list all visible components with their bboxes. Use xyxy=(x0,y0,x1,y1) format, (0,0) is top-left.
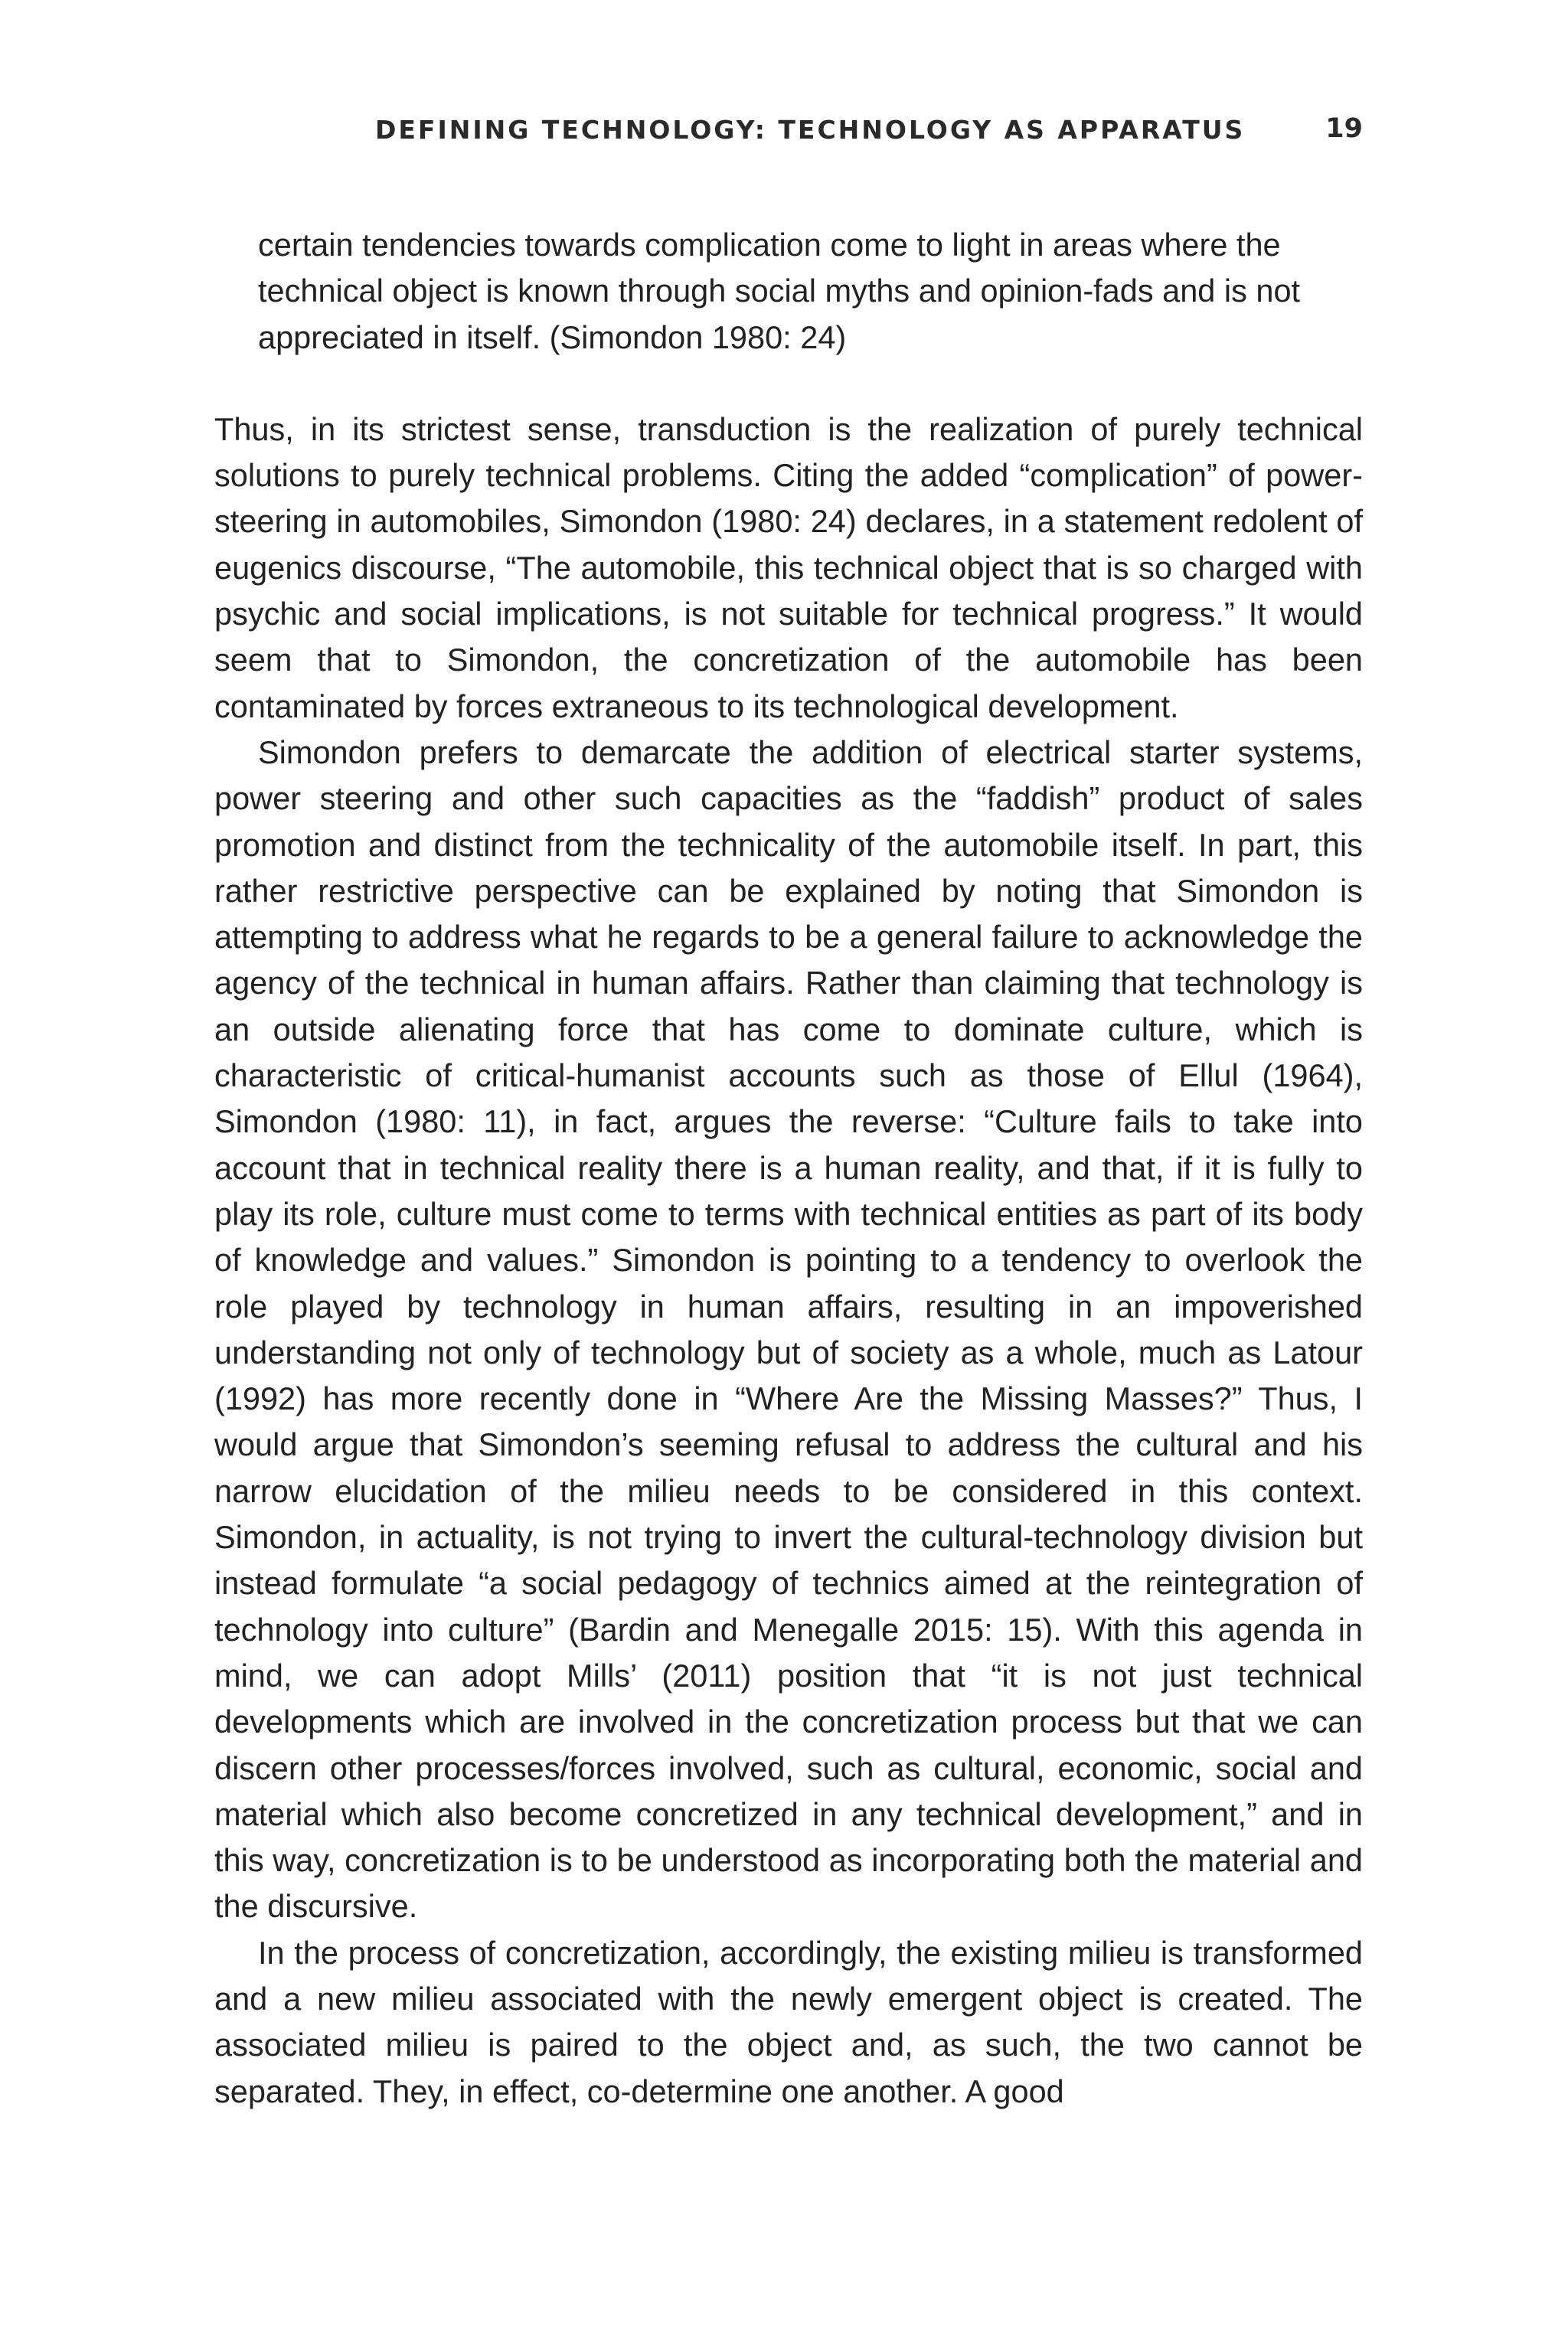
paragraph-1: Thus, in its strictest sense, transduction is the realization of purely technical solutions to purely technical problems. Citing the added “complication” of power-steering in automobiles, Simondon (1980: 24) declares, in a statement redolent of eugenics discourse, “The automobile, this technical object that is so charged with psychic and social implications, is not suitable for technical progress.” It would seem that to Simondon, the concretization of the automobile has been contaminated by forces extraneous to its technological development. xyxy=(214,410,1363,724)
paragraph-2: Simondon prefers to demarcate the addition of electrical starter systems, power steering and other such capacities as the “faddish” product of sales promotion and distinct from the technicality of the automobile itself. In part, this rather restrictive perspective can be explained by noting that Simondon is attempting to address what he regards to be a general failure to acknowledge the agency of the technical in human affairs. Rather than claiming that technology is an outside alienating force that has come to dominate culture, which is characteristic of critical-humanist accounts such as those of Ellul (1964), Simondon (1980: 11), in fact, argues the reverse: “Culture fails to take into account that in technical reality there is a human reality, and that, if it is fully to play its role, culture must come to terms with technical entities as part of its body of knowledge and values.” Simondon is pointing to a tendency to overlook the role played by technology in human affairs, resulting in an impoverished understanding not only of technology but of society as a whole, much as Latour (1992) has more recently done in “Where Are the Missing Masses?” Thus, I would argue that Simondon’s seeming refusal to address the cultural and his narrow elucidation of the milieu needs to be considered in this context. Simondon, in actuality, is not trying to invert the cultural-technology division but instead formulate “a social pedagogy of technics aimed at the reintegration of technology into culture” (Bardin and Menegalle 2015: 15). With this agenda in mind, we can adopt Mills’ (2011) position that “it is not just technical developments which are involved in the concretization process but that we can discern other processes/forces involved, such as cultural, economic, social and material which also become concretized in any technical development,” and in this way, concretization is to be understood as incorporating both the material and the discursive. xyxy=(214,733,1363,1925)
page-number: 19 xyxy=(1325,113,1363,144)
body-text xyxy=(214,222,1363,2115)
running-title: DEFINING TECHNOLOGY: TECHNOLOGY AS APPARATUS xyxy=(375,115,1246,145)
running-head xyxy=(214,115,1363,153)
paragraph-3: In the process of concretization, accordingly, the existing milieu is transformed and a new milieu associated with the newly emergent object is created. The associated milieu is paired to the object and, as such, the two cannot be separated. They, in effect, co-determine one another. A good xyxy=(214,1934,1363,2109)
block-quote: certain tendencies towards complication come to light in areas where the technical object is known through social myths and opinion-fads and is not appreciated in itself. (Simondon 1980: 24) xyxy=(258,227,1301,355)
